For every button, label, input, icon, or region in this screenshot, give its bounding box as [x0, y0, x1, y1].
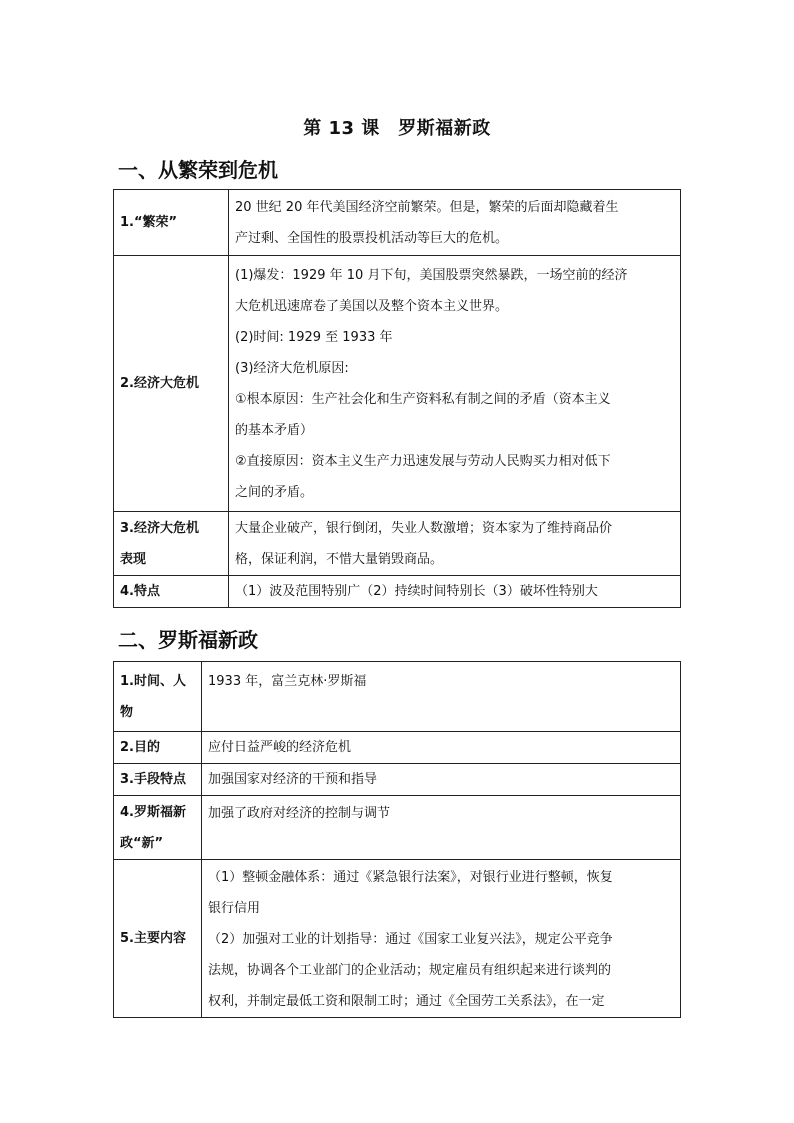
- page-title: 第 13 课 罗斯福新政: [303, 118, 491, 139]
- label-line: 表现: [120, 551, 147, 567]
- content-line: 格，保证利润，不惜大量销毁商品。: [235, 551, 444, 567]
- content-line: 加强国家对经济的干预和指导: [208, 772, 378, 787]
- label-line: 物: [120, 705, 134, 720]
- content-line: 银行信用: [208, 901, 261, 916]
- content-line: (2)时间: 1929 至 1933 年: [235, 329, 393, 345]
- section-heading-new-deal: 二、罗斯福新政: [118, 628, 258, 652]
- content-line: 大量企业破产，银行倒闭，失业人数激增；资本家为了维持商品价: [235, 520, 613, 536]
- label-line: 政“新”: [120, 835, 164, 851]
- label-line: 1.时间、人: [120, 674, 186, 689]
- row-content: [202, 860, 681, 1018]
- content-line: 产过剩、全国性的股票投机活动等巨大的危机。: [235, 231, 509, 246]
- row-label: 2.经济大危机: [114, 256, 229, 512]
- content-line: 之间的矛盾。: [235, 484, 314, 500]
- row-content: [229, 190, 681, 256]
- content-line: 的基本矛盾）: [235, 422, 314, 438]
- row-label: [114, 662, 202, 732]
- content-line: （2）加强对工业的计划指导：通过《国家工业复兴法》，规定公平竞争: [208, 932, 613, 947]
- content-line: 1933 年，富兰克林·罗斯福: [208, 674, 367, 689]
- content-line: (1)爆发：1929 年 10 月下旬，美国股票突然暴跌，一场空前的经济: [235, 267, 628, 283]
- content-line: 20 世纪 20 年代美国经济空前繁荣。但是，繁荣的后面却隐藏着生: [235, 200, 619, 215]
- content-line: （1）波及范围特别广（2）持续时间特别长（3）破坏性特别大: [235, 584, 598, 599]
- new-deal-table: [113, 661, 681, 1018]
- content-line: 法规，协调各个工业部门的企业活动；规定雇员有组织起来进行谈判的: [208, 963, 612, 978]
- row-content: [229, 256, 681, 512]
- row-label: 5.主要内容: [114, 860, 202, 1018]
- label-line: 3.经济大危机: [120, 520, 199, 536]
- table-row: [114, 860, 681, 1018]
- row-content: [229, 512, 681, 576]
- row-label: [114, 512, 229, 576]
- table-row: [114, 190, 681, 256]
- row-content: [202, 764, 681, 796]
- row-label: 3.手段特点: [114, 764, 202, 796]
- content-line: 加强了政府对经济的控制与调节: [208, 806, 391, 821]
- table-row: [114, 732, 681, 764]
- row-content: [229, 576, 681, 608]
- row-content: [202, 662, 681, 732]
- content-line: 权利，并制定最低工资和限制工时；通过《全国劳工关系法》，在一定: [208, 994, 605, 1009]
- label-line: 4.罗斯福新: [120, 804, 186, 820]
- row-label: 2.目的: [114, 732, 202, 764]
- crisis-table: [113, 189, 681, 608]
- content-line: 应付日益严峻的经济危机: [208, 740, 352, 755]
- row-label: 1.“繁荣”: [114, 190, 229, 256]
- table-row: [114, 764, 681, 796]
- table-row: [114, 796, 681, 860]
- table-row: [114, 662, 681, 732]
- table-row: [114, 512, 681, 576]
- row-label: [114, 796, 202, 860]
- row-content: [202, 732, 681, 764]
- content-line: ②直接原因：资本主义生产力迅速发展与劳动人民购买力相对低下: [235, 453, 611, 469]
- content-line: ①根本原因：生产社会化和生产资料私有制之间的矛盾（资本主义: [235, 391, 611, 407]
- content-line: (3)经济大危机原因:: [235, 360, 349, 376]
- content-line: 大危机迅速席卷了美国以及整个资本主义世界。: [235, 298, 509, 314]
- content-line: （1）整顿金融体系：通过《紧急银行法案》，对银行业进行整顿，恢复: [208, 870, 613, 885]
- section-heading-prosperity-to-crisis: 一、从繁荣到危机: [118, 158, 278, 182]
- table-row: [114, 256, 681, 512]
- table-row: [114, 576, 681, 608]
- row-content: [202, 796, 681, 860]
- row-label: 4.特点: [114, 576, 229, 608]
